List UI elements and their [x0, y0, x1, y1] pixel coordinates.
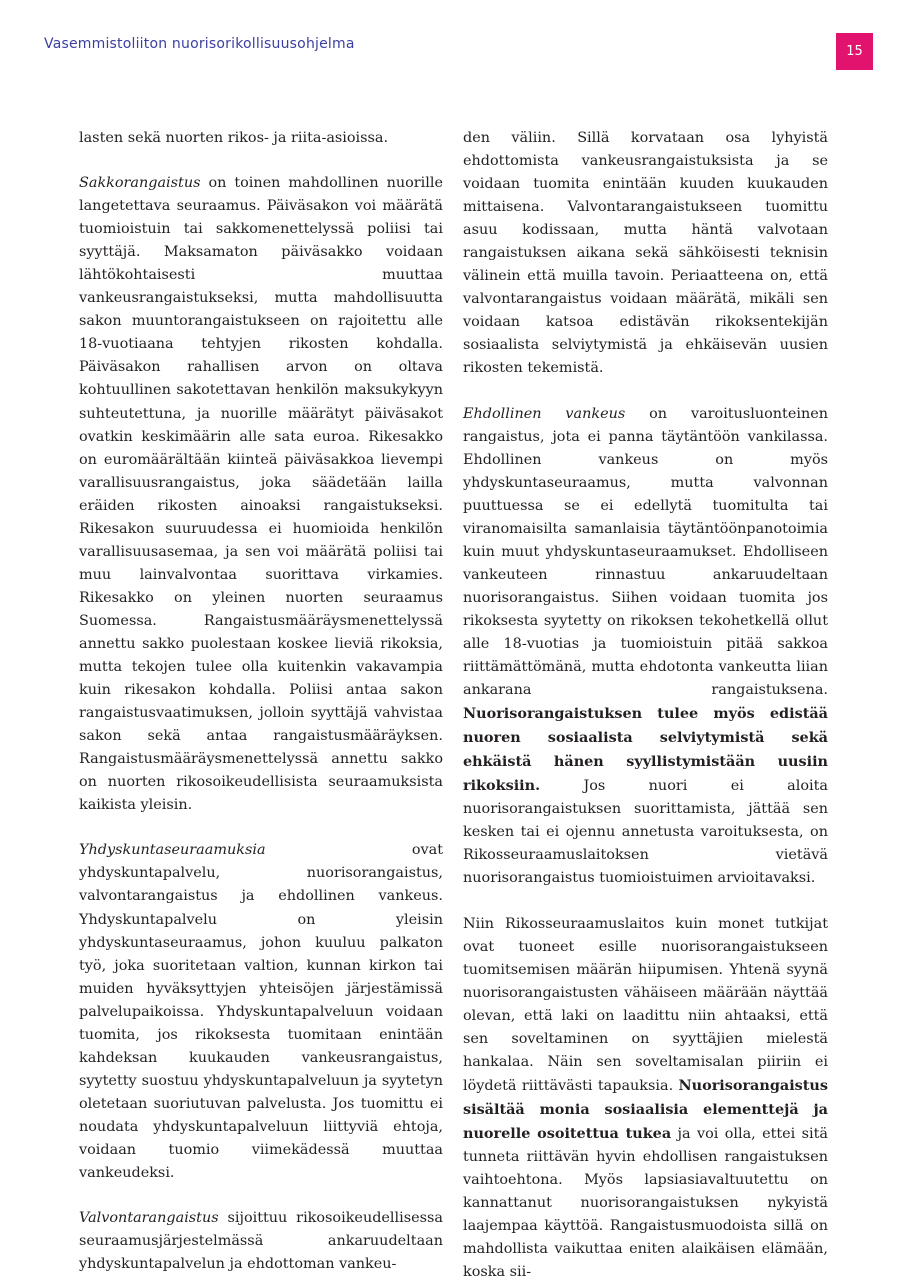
page-number-badge: 15 — [836, 33, 873, 70]
term-ehdollinen-vankeus: Ehdollinen vankeus — [463, 405, 626, 422]
text-column-left — [79, 127, 443, 1276]
paragraph-sakkorangaistus — [79, 172, 443, 817]
paragraph-text: on varoitusluonteinen rangaistus, jota ei panna täytäntöön vankilassa. Ehdollinen vankeus on myös yhdyskuntaseuraamus, mutta valvonnan puuttuessa se ei edellytä tuomitulta tai viranomaisilta samanlaisia täytäntöönpanotoimia kuin muut yhdyskuntaseuraamukset. Ehdolliseen vankeuteen rinnastuu ankaruudeltaan nuorisorangaistus. Siihen voidaan tuomita jos rikoksesta syytetty on rikoksen tekohetkellä ollut alle 18-vuotias ja tuomioistuin pitää sakkoa riittämättömänä, mutta ehdotonta vankeutta liian ankarana rangaistuksena. — [463, 405, 828, 699]
paragraph-yhdyskuntaseuraamukset — [79, 839, 443, 1185]
paragraph-nuorisorangaistus — [463, 913, 828, 1285]
document-header-title: Vasemmistoliiton nuorisorikollisuusohjelma — [44, 36, 355, 52]
paragraph-continuation: lasten sekä nuorten rikos- ja riita-asioissa. — [79, 130, 389, 146]
paragraph-text: ovat yhdyskuntapalvelu, nuorisorangaistus, valvontarangaistus ja ehdollinen vankeus. Yhdyskuntapalvelu on yleisin yhdyskuntaseuraamus, johon kuuluu palkaton työ, joka suoritetaan valtion, kunnan kirkon tai muiden hyväksyttyjen yhteisöjen järjestämissä palvelupaikoissa. Yhdyskuntapalveluun voidaan tuomita, jos rikoksesta tuomitaan enintään kahdeksan kuukauden vankeusrangaistus, syytetty suostuu yhdyskuntapalveluun ja syytetyn oletetaan suoriutuvan palvelusta. Jos tuomittu ei noudata yhdyskuntapalveluun liittyviä ehtoja, voidaan tuomio viimekädessä muuttaa vankeudeksi. — [79, 842, 443, 1182]
text-column-right — [463, 127, 828, 1284]
paragraph-text: Jos nuori ei aloita nuorisorangaistuksen suorittamista, jättää sen kesken tai ei ojennu annetusta varoituksesta, on Rikosseuraamuslaitoksen vietävä nuorisorangaistus tuomioistuimen arvioitavaksi. — [463, 778, 828, 887]
paragraph-text: ja voi olla, ettei sitä tunneta riittävän hyvin ehdollisen rangaistuksen vaihtoehtona. Myös lapsiasiavaltuutettu on kannattanut nuorisorangaistuksen nykyistä laajempaa käyttöä. Rangaistusmuodoista sillä on mahdollista vaikuttaa eniten alaikäisen elämään, koska sii- — [463, 1125, 828, 1281]
paragraph-valvontarangaistus-continued: den väliin. Sillä korvataan osa lyhyistä ehdottomista vankeusrangaistuksista ja se voidaan tuomita enintään kuuden kuukauden mittaisena. Valvontarangaistukseen tuomittu asuu kodissaan, mutta häntä valvotaan rangaistuksen aikana sekä sähköisesti teknisin välinein että muilla tavoin. Periaatteena on, että valvontarangaistus voidaan määrätä, mikäli sen voidaan katsoa edistävän rikoksentekijän sosiaalista selviytymistä ja ehkäisevän uusien rikosten tekemistä. — [463, 130, 828, 377]
paragraph-text: Niin Rikosseuraamuslaitos kuin monet tutkijat ovat tuoneet esille nuorisorangaistukseen tuomitsemisen määrän hiipumisen. Yhtenä syynä nuorisorangaistusten vähäiseen määrään näyttää olevan, että laki on laadittu niin ahtaaksi, että sen soveltaminen on syyttäjien mielestä hankalaa. Näin sen soveltamisalan piiriin ei löydetä riittävästi tapauksia. — [463, 915, 828, 1094]
paragraph-ehdollinen-vankeus — [463, 403, 828, 891]
paragraph-text: on toinen mahdollinen nuorille langetettava seuraamus. Päiväsakon voi määrätä tuomioistuin tai sakkomenettelyssä poliisi tai syyttäjä. Maksamaton päiväsakko voidaan lähtökohtaisesti muuttaa vankeusrangaistukseksi, mutta mahdollisuutta sakon muuntorangaistukseen on rajoitettu alle 18-vuotiaana tehtyjen rikosten kohdalla. Päiväsakon rahallisen arvon on oltava kohtuullinen sakotettavan henkilön maksukykyyn suhteutettuna, ja nuorille määrätyt päiväsakot ovatkin keskimäärin alle sata euroa. Rikesakko on euromäärältään kiinteä päiväsakkoa lievempi varallisuusrangaistus, joka säädetään lailla eräiden rikosten ainoaksi rangaistukseksi. Rikesakon suuruudessa ei huomioida henkilön varallisuusasemaa, ja sen voi määrätä poliisi tai muu lainvalvontaa suorittava virkamies. Rikesakko on yleinen nuorten seuraamus Suomessa. Rangaistusmääräysmenettelyssä annettu sakko puolestaan koskee lieviä rikoksia, mutta tekojen tulee olla kuitenkin vakavampia kuin rikesakon kohdalla. Poliisi antaa sakon rangaistusvaatimuksen, jolloin syyttäjä vahvistaa sakon sekä antaa rangaistusmääräyksen. Rangaistusmääräysmenettelyssä annettu sakko on nuorten rikosoikeudellisista seuraamuksista kaikista yleisin. — [79, 175, 443, 814]
term-sakkorangaistus: Sakkorangaistus — [79, 175, 201, 192]
paragraph-valvontarangaistus — [79, 1207, 443, 1276]
emphasis-text: Nuorisorangaistus sisältää monia sosiaalisia elementtejä ja nuorelle osoitettua tukea — [463, 1076, 828, 1142]
emphasis-text: Nuorisorangaistuksen tulee myös edistää nuoren sosiaalista selviytymistä sekä ehkäistä hänen syyllistymistään uusiin rikoksiin. — [463, 705, 828, 795]
term-yhdyskuntaseuraamuksia: Yhdyskuntaseuraamuksia — [79, 842, 266, 859]
paragraph-text: sijoittuu rikosoikeudellisessa seuraamusjärjestelmässä ankaruudeltaan yhdyskuntapalvelun ja ehdottoman vankeu- — [79, 1210, 443, 1273]
term-valvontarangaistus: Valvontarangaistus — [79, 1210, 219, 1227]
